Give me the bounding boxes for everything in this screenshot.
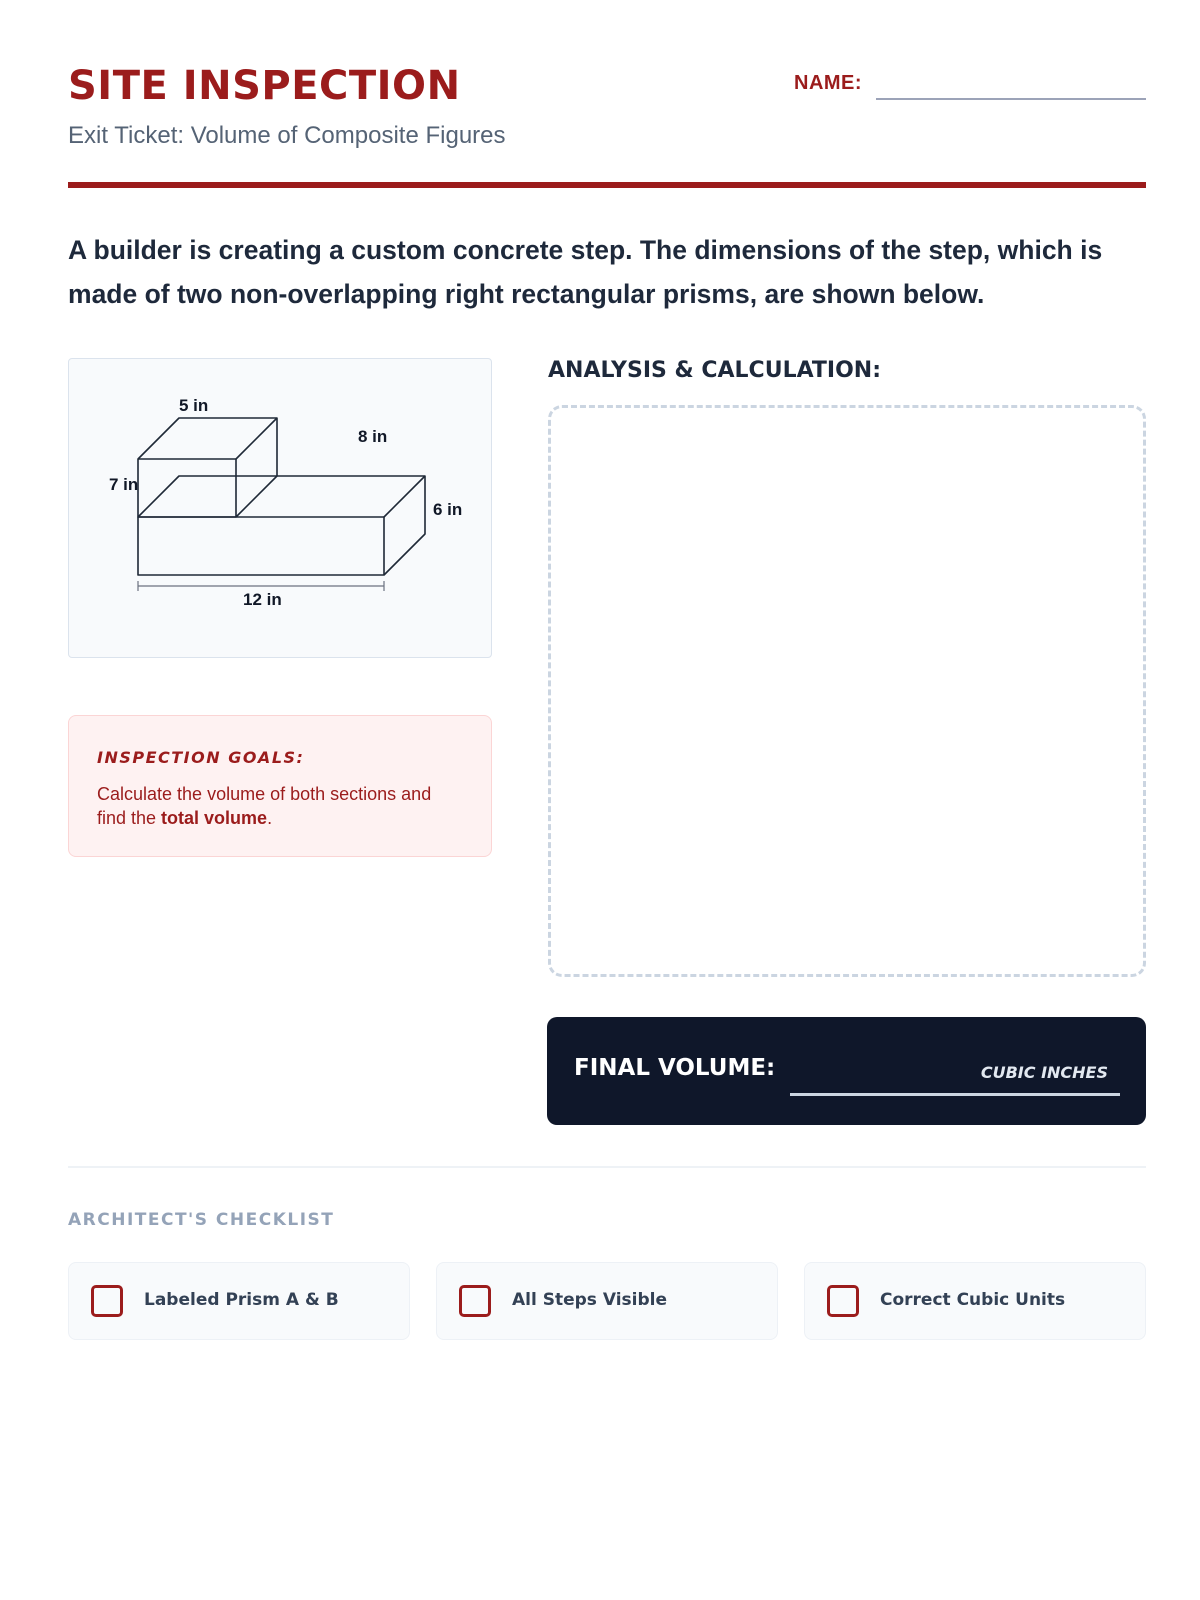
- goals-text-bold: total volume: [161, 808, 268, 828]
- header-rule: [68, 182, 1146, 188]
- analysis-heading: ANALYSIS & CALCULATION:: [548, 358, 882, 383]
- upper-prism-front: [138, 459, 236, 517]
- goals-title: INSPECTION GOALS:: [97, 748, 305, 767]
- final-volume-panel: [547, 1017, 1146, 1125]
- checklist-title: ARCHITECT'S CHECKLIST: [68, 1210, 335, 1230]
- checkbox[interactable]: [827, 1285, 859, 1317]
- goals-text: [97, 782, 457, 830]
- dim-label-depth: 8 in: [358, 427, 388, 446]
- upper-prism-lower-edge: [236, 476, 277, 517]
- page-title: SITE INSPECTION: [68, 63, 461, 109]
- calculation-work-area[interactable]: [548, 405, 1146, 977]
- checkbox[interactable]: [459, 1285, 491, 1317]
- upper-prism-edge: [236, 418, 277, 459]
- checklist-item-cubic-units[interactable]: [804, 1262, 1146, 1340]
- checkbox[interactable]: [91, 1285, 123, 1317]
- checklist-item-label: Labeled Prism A & B: [144, 1290, 339, 1310]
- section-divider: [68, 1166, 1146, 1168]
- base-prism-edge: [384, 476, 425, 517]
- final-volume-answer-line[interactable]: [790, 1093, 1120, 1096]
- base-prism-top-side: [138, 476, 425, 575]
- final-volume-label: FINAL VOLUME:: [574, 1055, 776, 1081]
- name-label: NAME:: [794, 72, 863, 94]
- checklist-item-label: All Steps Visible: [512, 1290, 667, 1310]
- dim-label-top-width: 5 in: [179, 396, 209, 415]
- dim-label-base-height: 6 in: [433, 500, 463, 519]
- checklist-item-labeled-prisms[interactable]: [68, 1262, 410, 1340]
- final-volume-unit: CUBIC INCHES: [980, 1063, 1108, 1082]
- checklist-item-steps-visible[interactable]: [436, 1262, 778, 1340]
- figure-panel: [68, 358, 492, 658]
- name-field[interactable]: [876, 98, 1146, 100]
- inspection-goals-panel: [68, 715, 492, 857]
- checklist-item-label: Correct Cubic Units: [880, 1290, 1066, 1310]
- goals-text-end: .: [267, 808, 273, 828]
- dim-label-height-total: 7 in: [109, 475, 139, 494]
- page-subtitle: Exit Ticket: Volume of Composite Figures: [68, 122, 506, 149]
- problem-prompt: A builder is creating a custom concrete step. The dimensions of the step, which is made of two non-overlapping right rectangular prisms, are shown below.: [68, 235, 1103, 309]
- dim-label-base-length: 12 in: [243, 590, 282, 609]
- composite-prism-diagram: [69, 359, 493, 659]
- upper-prism-top-side: [138, 418, 277, 476]
- goals-text-main: Calculate the volume of both sections and find the: [97, 784, 432, 828]
- base-prism-front: [138, 517, 384, 575]
